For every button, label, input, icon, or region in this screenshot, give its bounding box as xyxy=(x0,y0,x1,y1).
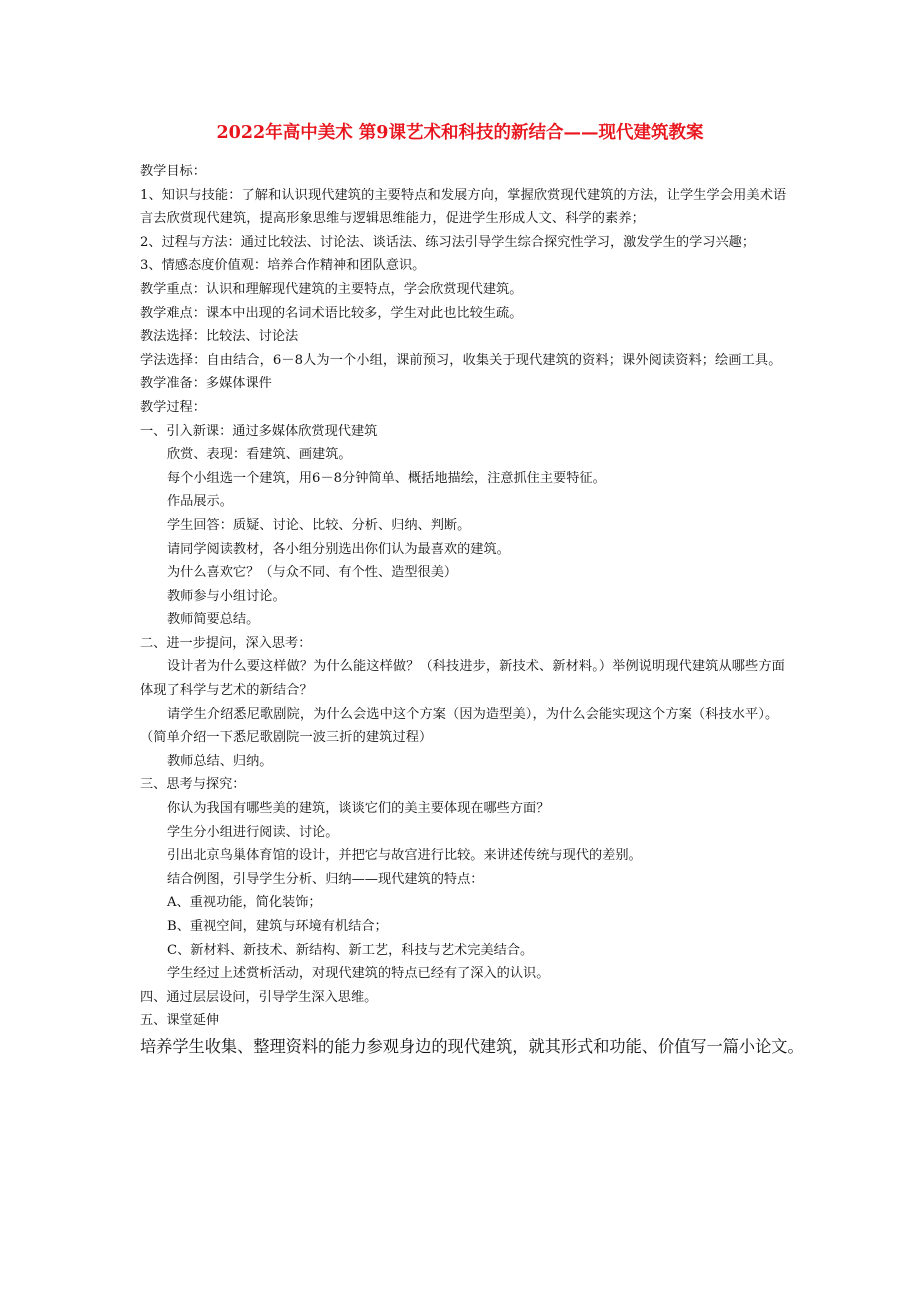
section-3-line: A、重视功能，简化装饰； xyxy=(167,895,322,911)
preparation: 教学准备：多媒体课件 xyxy=(140,376,272,392)
learning-method: 学法选择：自由结合，6－8人为一个小组，课前预习，收集关于现代建筑的资料；课外阅读资料；绘画工具。 xyxy=(140,352,782,368)
section-1-line: 学生回答：质疑、讨论、比较、分析、归纳、判断。 xyxy=(167,517,471,533)
section-1-line: 每个小组选一个建筑，用6－8分钟简单、概括地描绘，注意抓住主要特征。 xyxy=(167,470,606,486)
section-3-line: 学生经过上述赏析活动，对现代建筑的特点已经有了深入的认识。 xyxy=(167,966,550,982)
section-2-paragraph: 设计者为什么要这样做？为什么能这样做？（科技进步，新技术、新材料。）举例说明现代建筑从哪些方面体现了科学与艺术的新结合？ xyxy=(140,659,785,699)
objective-2: 2、过程与方法：通过比较法、讨论法、谈话法、练习法引导学生综合探究性学习，激发学生的学习兴趣； xyxy=(140,234,756,250)
section-2-line: 教师总结、归纳。 xyxy=(167,753,273,769)
section-3-heading: 三、思考与探究： xyxy=(140,777,246,793)
section-3-line: C、新材料、新技术、新结构、新工艺，科技与艺术完美结合。 xyxy=(167,942,534,958)
section-3-line: 你认为我国有哪些美的建筑，谈谈它们的美主要体现在哪些方面？ xyxy=(167,801,550,817)
section-4-heading: 四、通过层层设问，引导学生深入思维。 xyxy=(140,989,378,1005)
section-1-line: 欣赏、表现：看建筑、画建筑。 xyxy=(167,447,352,463)
difficulty: 教学难点：课本中出现的名词术语比较多，学生对此也比较生疏。 xyxy=(140,305,523,321)
section-1-line: 请同学阅读教材，各小组分别选出你们认为最喜欢的建筑。 xyxy=(167,541,510,557)
section-2-paragraph: 请学生介绍悉尼歌剧院，为什么会选中这个方案（因为造型美），为什么会能实现这个方案（科技水平）。（简单介绍一下悉尼歌剧院一波三折的建筑过程） xyxy=(140,706,779,746)
objective-1: 1、知识与技能：了解和认识现代建筑的主要特点和发展方向，掌握欣赏现代建筑的方法，让学生学会用美术语言去欣赏现代建筑，提高形象思维与逻辑思维能力，促进学生形成人文、科学的素养； xyxy=(140,187,787,227)
section-1-line: 作品展示。 xyxy=(167,494,233,510)
document-title: 2022年高中美术 第9课艺术和科技的新结合——现代建筑教案 xyxy=(216,123,704,143)
document-page xyxy=(140,118,804,1059)
section-1-line: 教师简要总结。 xyxy=(167,612,260,628)
process-heading: 教学过程： xyxy=(140,399,206,415)
section-3-line: 引出北京鸟巢体育馆的设计，并把它与故宫进行比较。来讲述传统与现代的差别。 xyxy=(167,848,642,864)
teaching-method: 教法选择：比较法、讨论法 xyxy=(140,329,299,345)
section-2-heading: 二、进一步提问，深入思考： xyxy=(140,635,312,651)
section-3-line: B、重视空间，建筑与环境有机结合； xyxy=(167,919,388,934)
objective-3: 3、情感态度价值观：培养合作精神和团队意识。 xyxy=(140,258,426,274)
section-1-line: 教师参与小组讨论。 xyxy=(167,588,286,604)
section-3-line: 结合例图，引导学生分析、归纳——现代建筑的特点： xyxy=(167,871,484,887)
section-1-heading: 一、引入新课：通过多媒体欣赏现代建筑 xyxy=(140,423,378,439)
section-5-heading: 五、课堂延伸 xyxy=(140,1013,220,1029)
objectives-heading: 教学目标： xyxy=(140,164,206,179)
section-3-line: 学生分小组进行阅读、讨论。 xyxy=(167,824,339,840)
key-point: 教学重点：认识和理解现代建筑的主要特点，学会欣赏现代建筑。 xyxy=(140,281,523,297)
section-1-line: 为什么喜欢它？（与众不同、有个性、造型很美） xyxy=(167,565,458,581)
section-5-text: 培养学生收集、整理资料的能力参观身边的现代建筑，就其形式和功能、价值写一篇小论文。 xyxy=(140,1036,804,1056)
